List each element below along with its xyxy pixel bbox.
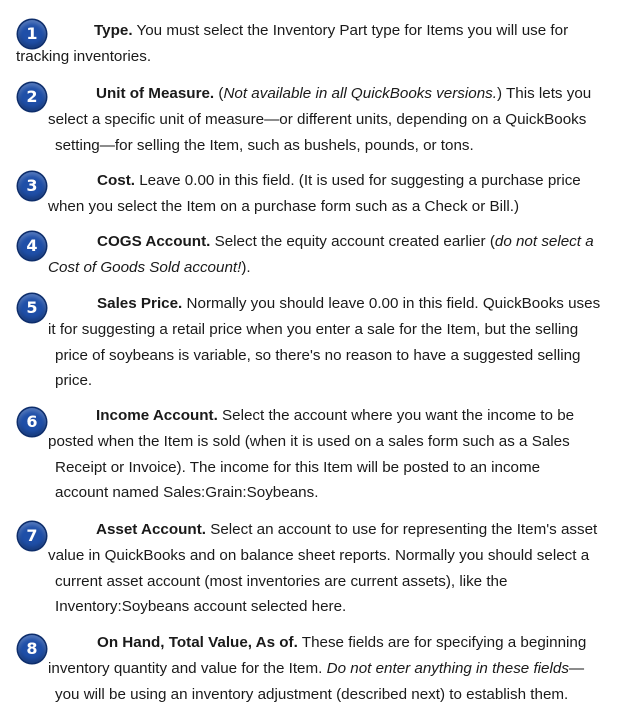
step-text: Select an account to use for representing the Item's asset [210,521,598,538]
step-text-italic: Cost of Goods Sold account! [48,259,242,276]
step-text: Select the account where you want the income to be [222,407,575,424]
step-text: select a specific unit of measure—or different units, depending on a QuickBooks [48,111,587,128]
step-term: Cost. [97,172,135,189]
step-number-badge: 3 [18,172,46,200]
step-number-badge: 1 [18,20,46,48]
step-number-badge: 4 [18,232,46,260]
step-text: price. [55,372,93,389]
step-term: On Hand, Total Value, As of. [97,634,298,651]
step-text: Select the equity account created earlier ( [214,233,495,250]
step-text: You must select the Inventory Part type for Items you will use for [136,22,569,39]
step-text: current asset account (most inventories are current assets), like the [55,573,508,590]
step-text: posted when the Item is sold (when it is used on a sales form such as a Sales [48,433,570,450]
step-term: Income Account. [96,407,218,424]
step-text: when you select the Item on a purchase form such as a Check or Bill.) [48,198,520,215]
step-number-badge: 8 [18,635,46,663]
step-text: ( [218,85,224,102]
step-term: Type. [94,22,133,39]
step-text: setting—for selling the Item, such as bushels, pounds, or tons. [55,137,474,154]
step-number-badge: 2 [18,83,46,111]
step-text-italic: do not select a [494,233,594,250]
step-text-italic: Not available in all QuickBooks versions. [223,85,497,102]
step-term: COGS Account. [97,233,211,250]
step-term: Asset Account. [96,521,206,538]
step-term: Sales Price. [97,295,183,312]
step-text: it for suggesting a retail price when you enter a sale for the Item, but the selling [48,321,579,338]
step-text: ). [241,259,251,276]
step-text: you will be using an inventory adjustment (described next) to establish them. [55,686,569,703]
step-term: Unit of Measure. [96,85,215,102]
step-text: Normally you should leave 0.00 in this field. QuickBooks uses [186,295,601,312]
step-text: inventory quantity and value for the Item. [48,660,327,677]
step-text: account named Sales:Grain:Soybeans. [55,484,319,501]
step-text: These fields are for specifying a beginning [301,634,587,651]
step-text: Leave 0.00 in this field. (It is used for suggesting a purchase price [139,172,581,189]
step-text: Receipt or Invoice). The income for this Item will be posted to an income [55,459,541,476]
step-number-badge: 6 [18,408,46,436]
step-text: value in QuickBooks and on balance sheet reports. Normally you should select a [48,547,590,564]
step-text: tracking inventories. [16,48,152,65]
step-text: Inventory:Soybeans account selected here. [55,598,347,615]
step-text: price of soybeans is variable, so there's no reason to have a suggested selling [55,347,581,364]
step-text: ) This lets you [496,85,592,102]
step-number-badge: 7 [18,522,46,550]
step-text-italic: Do not enter anything in these fields [326,660,569,677]
step-text: — [568,660,585,677]
step-number-badge: 5 [18,294,46,322]
